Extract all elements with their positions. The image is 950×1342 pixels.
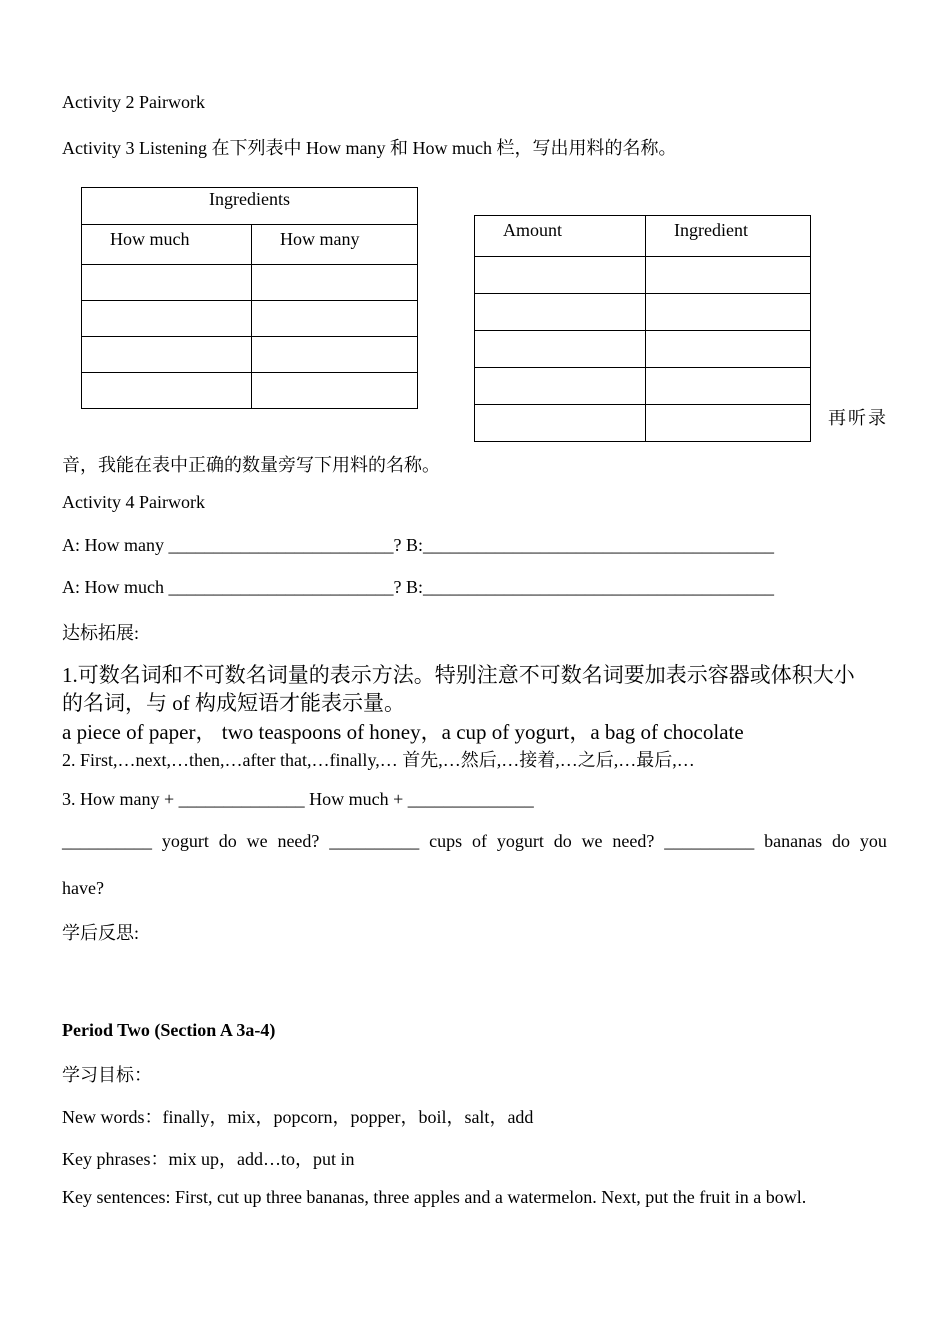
table-row <box>475 294 811 331</box>
word: you <box>859 831 887 851</box>
table-cell[interactable] <box>475 405 646 442</box>
period-title: Period Two (Section A 3a-4) <box>62 1020 276 1040</box>
blank[interactable]: __________ <box>664 831 755 851</box>
table-cell[interactable] <box>82 373 252 409</box>
table-row <box>82 265 418 301</box>
word: cups <box>429 831 463 851</box>
table-row <box>475 257 811 294</box>
activity-3-instruction: Activity 3 Listening 在下列表中 How many 和 How much 栏，写出用料的名称。 <box>62 138 677 158</box>
word: need? <box>612 831 655 851</box>
table-cell[interactable] <box>475 331 646 368</box>
reflection-title: 学后反思: <box>62 923 140 943</box>
table-row <box>82 301 418 337</box>
amount-table <box>474 215 811 442</box>
table-cell[interactable] <box>82 265 252 301</box>
word: we <box>581 831 603 851</box>
word: do <box>831 831 850 851</box>
table-cell[interactable] <box>646 294 811 331</box>
word: need? <box>277 831 320 851</box>
table-cell[interactable] <box>475 294 646 331</box>
table-cell[interactable] <box>82 337 252 373</box>
amount-header: Amount <box>475 216 646 257</box>
point-1-line-1: 1.可数名词和不可数名词量的表示方法。特别注意不可数名词要加表示容器或体积大小 <box>62 663 855 687</box>
word: do <box>553 831 572 851</box>
blank[interactable]: __________ <box>62 831 152 851</box>
table-cell[interactable] <box>475 368 646 405</box>
point-3-fill[interactable]: 3. How many + ______________ How much + ______________ <box>62 789 534 809</box>
table-row <box>475 368 811 405</box>
activity-2-heading: Activity 2 Pairwork <box>62 92 205 112</box>
word: do <box>218 831 237 851</box>
objectives-title: 学习目标： <box>62 1065 152 1085</box>
ingredient-header: Ingredient <box>646 216 811 257</box>
how-much-header: How much <box>82 225 252 265</box>
point-2-sequence: 2. First,…next,…then,…after that,…finally,… 首先,…然后,…接着,…之后,…最后,… <box>62 750 695 770</box>
relisten-text-start: 再听录 <box>828 408 888 428</box>
word: yogurt <box>496 831 544 851</box>
blank[interactable]: __________ <box>329 831 420 851</box>
table-cell[interactable] <box>646 257 811 294</box>
ingredients-table <box>81 187 418 409</box>
table-cell[interactable] <box>475 257 646 294</box>
word: yogurt <box>161 831 209 851</box>
word: we <box>246 831 268 851</box>
table-cell[interactable] <box>646 368 811 405</box>
point-1-line-2: 的名词，与 of 构成短语才能表示量。 <box>62 691 405 715</box>
ingredients-header: Ingredients <box>82 188 418 225</box>
activity-4-heading: Activity 4 Pairwork <box>62 492 205 512</box>
table-cell[interactable] <box>252 301 418 337</box>
table-cell[interactable] <box>646 331 811 368</box>
table-cell[interactable] <box>252 265 418 301</box>
word: bananas <box>764 831 823 851</box>
how-many-header: How many <box>252 225 418 265</box>
table-row <box>475 405 811 442</box>
fill-blank-line[interactable] <box>62 831 887 852</box>
table-cell[interactable] <box>646 405 811 442</box>
table-cell[interactable] <box>82 301 252 337</box>
fill-blank-end: have? <box>62 878 104 898</box>
key-phrases: Key phrases：mix up，add…to，put in <box>62 1149 355 1169</box>
dialog-how-many[interactable]: A: How many _________________________? B:_______________________________________ <box>62 535 774 555</box>
relisten-text-end: 音，我能在表中正确的数量旁写下用料的名称。 <box>62 455 440 475</box>
table-row <box>82 373 418 409</box>
table-cell[interactable] <box>252 337 418 373</box>
point-1-examples: a piece of paper， two teaspoons of honey，a cup of yogurt，a bag of chocolate <box>62 720 744 744</box>
table-row <box>82 337 418 373</box>
table-row <box>475 331 811 368</box>
extension-title: 达标拓展: <box>62 623 140 643</box>
new-words: New words：finally，mix，popcorn，popper，boil，salt，add <box>62 1107 534 1127</box>
word: of <box>471 831 487 851</box>
key-sentences: Key sentences: First, cut up three bananas, three apples and a watermelon. Next, put the fruit in a bowl. <box>62 1187 807 1207</box>
dialog-how-much[interactable]: A: How much _________________________? B:_______________________________________ <box>62 577 774 597</box>
table-cell[interactable] <box>252 373 418 409</box>
